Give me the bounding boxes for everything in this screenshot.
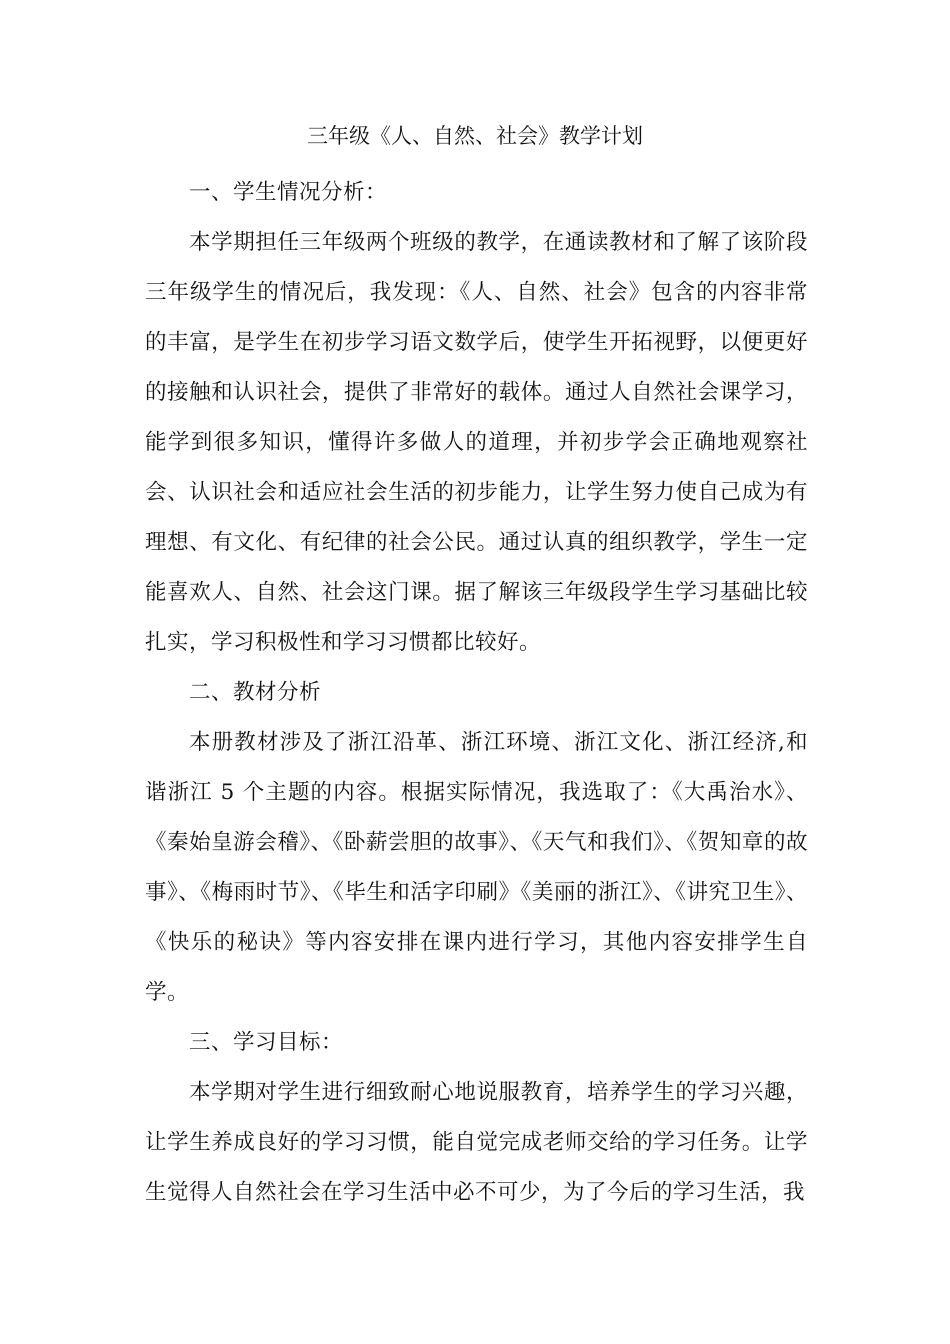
section-body-student-analysis: 本学期担任三年级两个班级的教学，在通读教材和了解了该阶段三年级学生的情况后，我发现：《人、自然、社会》包含的内容非常的丰富，是学生在初步学习语文数学后，使学生开拓视野，以便更好的接触和认识社会，提供了非常好的载体。通过人自然社会课学习，能学到很多知识，懂得许多做人的道理，并初步学会正确地观察社会、认识社会和适应社会生活的初步能力，让学生努力使自己成为有理想、有文化、有纪律的社会公民。通过认真的组织教学，学生一定能喜欢人、自然、社会这门课。据了解该三年级段学生学习基础比较扎实，学习积极性和学习习惯都比较好。 — [145, 230, 808, 655]
section-body-learning-goals: 本学期对学生进行细致耐心地说服教育，培养学生的学习兴趣，让学生养成良好的学习习惯，能自觉完成老师交给的学习任务。让学生觉得人自然社会在学习生活中必不可少，为了今后的学习生活，我 — [145, 1080, 808, 1205]
section-body-textbook-analysis: 本册教材涉及了浙江沿革、浙江环境、浙江文化、浙江经济,和谐浙江 5 个主题的内容。根据实际情况，我选取了：《大禹治水》、《秦始皇游会稽》、《卧薪尝胆的故事》、《天气和我们》、《贺知章的故事》、《梅雨时节》、《毕生和活字印刷》《美丽的浙江》、《讲究卫生》、《快乐的秘诀》等内容安排在课内进行学习，其他内容安排学生自学。 — [145, 730, 808, 1005]
section-heading-student-analysis: 一、学生情况分析： — [189, 180, 388, 205]
document-title: 三年级《人、自然、社会》教学计划 — [307, 124, 643, 148]
section-heading-learning-goals: 三、学习目标： — [189, 1030, 344, 1055]
document-body — [145, 168, 808, 1218]
section-heading-textbook-analysis: 二、教材分析 — [189, 680, 322, 705]
